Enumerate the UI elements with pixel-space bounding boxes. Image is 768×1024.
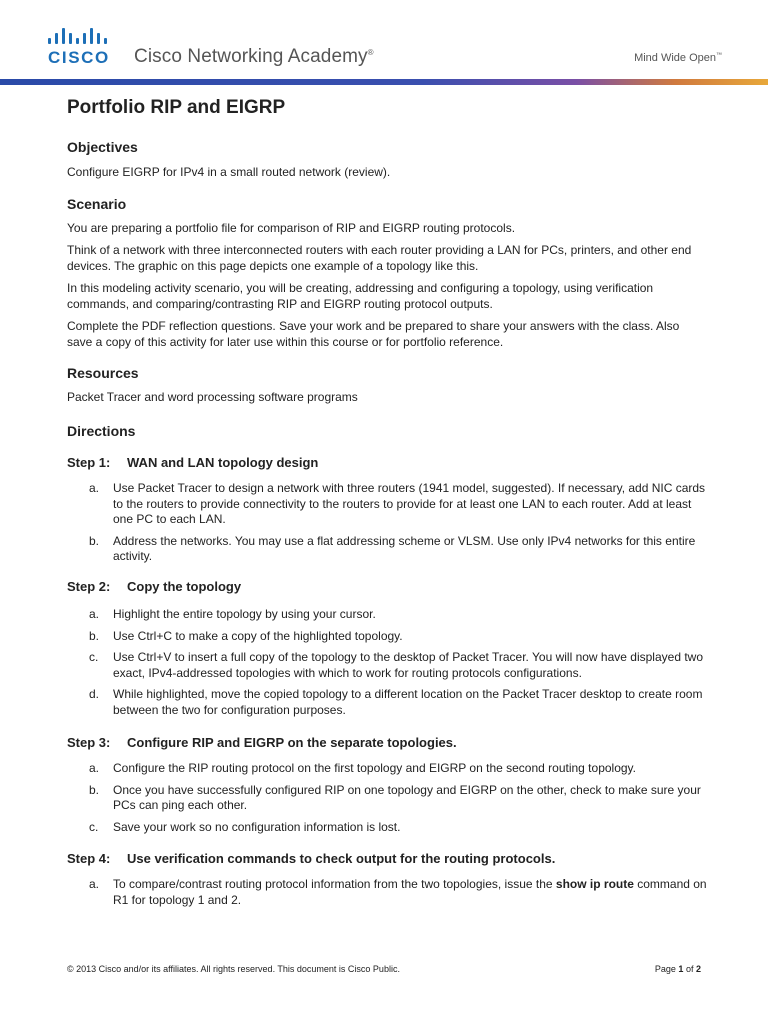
- step-1-list: [67, 481, 707, 565]
- resources-text: Packet Tracer and word processing software programs: [67, 390, 358, 404]
- step-4-heading: Step 4: Use verification commands to check output for the routing protocols.: [67, 851, 556, 866]
- header-divider: [0, 79, 768, 85]
- step-3-list: [67, 761, 707, 835]
- cisco-bars-icon: [48, 24, 118, 44]
- scenario-heading: Scenario: [67, 196, 127, 212]
- page-title: Portfolio RIP and EIGRP: [67, 97, 286, 118]
- objectives-text: Configure EIGRP for IPv4 in a small routed network (review).: [67, 165, 391, 179]
- page-footer: [67, 964, 701, 974]
- list-item: a. Highlight the entire topology by using your cursor.: [89, 607, 376, 621]
- list-item: d. While highlighted, move the copied topology to a different location on the Packet Tracer desktop to create room between the two for configuration purposes.: [89, 687, 703, 717]
- list-item: c. Use Ctrl+V to insert a full copy of the topology to the desktop of Packet Tracer. You will now have displayed two exact, IPv4-addressed topologies with which to work for routing protocols configurations.: [89, 650, 703, 680]
- step-2-heading: Step 2: Copy the topology: [67, 579, 242, 594]
- step-4-list: [67, 877, 707, 908]
- list-item: b. Once you have successfully configured RIP on one topology and EIGRP on the other, check to make sure your PCs can ping each other.: [89, 782, 701, 812]
- resources-heading: Resources: [67, 365, 139, 381]
- tagline: Mind Wide Open™: [634, 52, 722, 64]
- cisco-logo: [48, 24, 118, 68]
- objectives-heading: Objectives: [67, 139, 138, 155]
- list-item: b. Address the networks. You may use a flat addressing scheme or VLSM. Use only IPv4 networks for this entire activity.: [89, 533, 696, 563]
- step-2-list: [67, 607, 707, 718]
- copyright-text: © 2013 Cisco and/or its affiliates. All rights reserved. This document is Cisco Public.: [67, 964, 400, 974]
- list-item: a. Use Packet Tracer to design a network with three routers (1941 model, suggested). If necessary, add NIC cards to the routers to provide connectivity to the routers to provide for at least one LAN to each router. Add at least one PC to each LAN.: [89, 481, 706, 526]
- list-item: a. Configure the RIP routing protocol on the first topology and EIGRP on the second routing topology.: [89, 761, 636, 775]
- command-text: show ip route: [555, 877, 634, 891]
- academy-title: Cisco Networking Academy®: [134, 46, 374, 67]
- list-item: c. Save your work so no configuration information is lost.: [89, 819, 401, 834]
- list-item: b. Use Ctrl+C to make a copy of the highlighted topology.: [89, 628, 403, 643]
- page-header: [0, 0, 768, 86]
- cisco-wordmark: CISCO: [48, 48, 110, 67]
- scenario-paragraph: Think of a network with three interconnected routers with each router providing a LAN for PCs, printers, and other end devices. The graphic on this page depicts one example of a topology like this.: [67, 243, 692, 273]
- scenario-paragraph: Complete the PDF reflection questions. Save your work and be prepared to share your answers with the class. Also save a copy of this activity for later use within this course or for portfolio reference.: [67, 319, 680, 349]
- scenario-paragraph: You are preparing a portfolio file for comparison of RIP and EIGRP routing protocols.: [67, 221, 516, 235]
- page-number: Page 1 of 2: [654, 964, 701, 974]
- scenario-paragraph: In this modeling activity scenario, you will be creating, addressing and configuring a topology, using verification commands, and comparing/contrasting RIP and EIGRP routing protocol outputs.: [67, 281, 654, 311]
- step-1-heading: Step 1: WAN and LAN topology design: [67, 455, 319, 470]
- list-item: a. To compare/contrast routing protocol information from the two topologies, issue the show ip route command on R1 for topology 1 and 2.: [89, 877, 707, 907]
- step-3-heading: Step 3: Configure RIP and EIGRP on the separate topologies.: [67, 735, 457, 750]
- directions-heading: Directions: [67, 423, 136, 439]
